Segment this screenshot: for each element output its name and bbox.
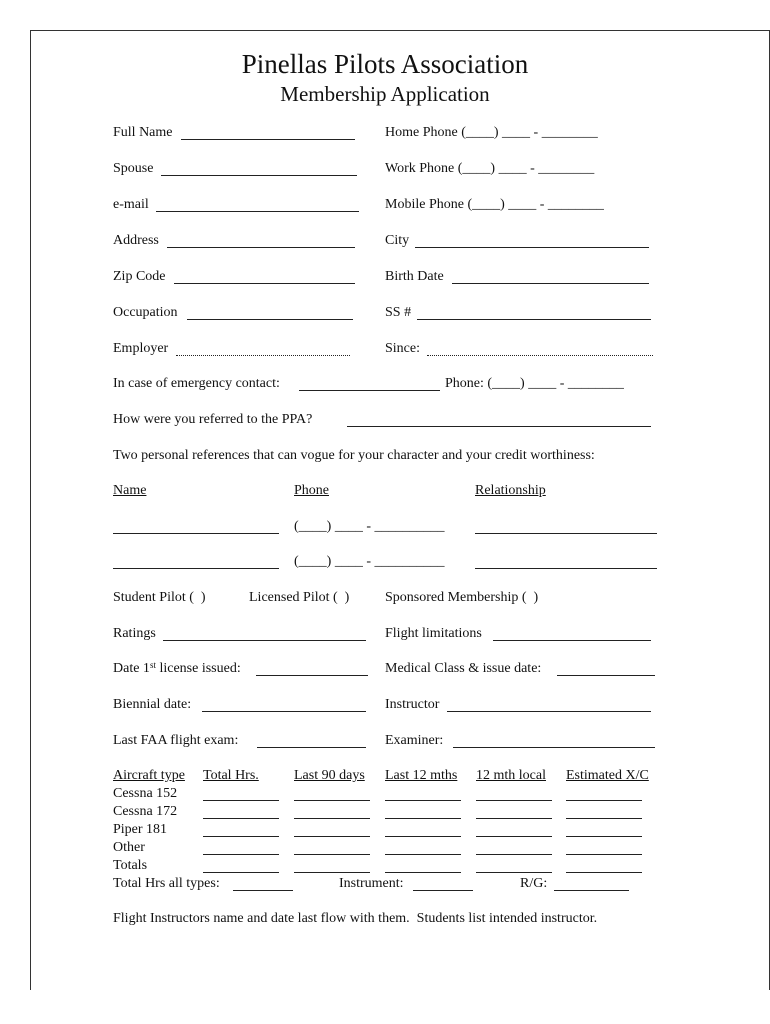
date-first-license-field[interactable] <box>256 675 368 676</box>
flight-limitations-label: Flight limitations <box>385 626 482 641</box>
emergency-phone-label: Phone: (____) ____ - ________ <box>445 376 624 391</box>
hours-row-label: Cessna 172 <box>113 804 178 819</box>
emergency-field[interactable] <box>299 390 440 391</box>
hours-row-label: Piper 181 <box>113 822 168 837</box>
hours-cell-field[interactable] <box>203 872 279 873</box>
ref2-relationship-field[interactable] <box>475 568 657 569</box>
form-title: Pinellas Pilots Association <box>241 49 529 79</box>
zip-field[interactable] <box>174 283 355 284</box>
ss-label: SS # <box>385 305 412 320</box>
total-hrs-label: Total Hrs all types: <box>113 876 220 891</box>
hours-cell-field[interactable] <box>294 872 370 873</box>
instrument-label: Instrument: <box>339 876 404 891</box>
hours-cell-field[interactable] <box>203 818 279 819</box>
biennial-field[interactable] <box>202 711 366 712</box>
address-label: Address <box>113 233 159 248</box>
hours-cell-field[interactable] <box>476 836 552 837</box>
hours-cell-field[interactable] <box>203 800 279 801</box>
hours-cell-field[interactable] <box>385 818 461 819</box>
hours-row-label: Cessna 152 <box>113 786 178 801</box>
hours-cell-field[interactable] <box>385 854 461 855</box>
referred-field[interactable] <box>347 426 651 427</box>
hours-cell-field[interactable] <box>566 854 642 855</box>
emergency-label: In case of emergency contact: <box>113 376 280 391</box>
hours-cell-field[interactable] <box>476 800 552 801</box>
hours-cell-field[interactable] <box>294 854 370 855</box>
email-label: e-mail <box>113 197 149 212</box>
since-label: Since: <box>385 341 420 356</box>
biennial-label: Biennial date: <box>113 697 192 712</box>
student-pilot-option[interactable]: Student Pilot ( ) <box>113 590 206 605</box>
ref1-phone-field[interactable]: (____) ____ - __________ <box>294 519 445 534</box>
occupation-label: Occupation <box>113 305 178 320</box>
spouse-label: Spouse <box>113 161 154 176</box>
ref1-relationship-field[interactable] <box>475 533 657 534</box>
hours-row-label: Other <box>113 840 145 855</box>
occupation-field[interactable] <box>187 319 353 320</box>
instructor-note: Flight Instructors name and date last flow with them. Students list intended instructor. <box>113 911 598 926</box>
total-hrs-field[interactable] <box>233 890 293 891</box>
hours-header-12local: 12 mth local <box>476 768 546 783</box>
rg-label: R/G: <box>520 876 548 891</box>
hours-header-xc: Estimated X/C <box>566 768 649 783</box>
hours-cell-field[interactable] <box>566 818 642 819</box>
instrument-field[interactable] <box>413 890 473 891</box>
hours-cell-field[interactable] <box>566 836 642 837</box>
medical-label: Medical Class & issue date: <box>385 661 542 676</box>
ref-col-relationship: Relationship <box>475 483 546 498</box>
hours-cell-field[interactable] <box>385 836 461 837</box>
form-subtitle: Membership Application <box>280 82 490 106</box>
city-label: City <box>385 233 410 248</box>
employer-field[interactable] <box>176 355 350 356</box>
medical-field[interactable] <box>557 675 655 676</box>
hours-cell-field[interactable] <box>566 872 642 873</box>
full-name-field[interactable] <box>181 139 355 140</box>
birth-date-field[interactable] <box>452 283 649 284</box>
instructor-field[interactable] <box>447 711 651 712</box>
instructor-label: Instructor <box>385 697 440 712</box>
zip-label: Zip Code <box>113 269 166 284</box>
hours-cell-field[interactable] <box>203 836 279 837</box>
hours-cell-field[interactable] <box>476 854 552 855</box>
hours-cell-field[interactable] <box>294 836 370 837</box>
examiner-field[interactable] <box>453 747 655 748</box>
hours-cell-field[interactable] <box>294 818 370 819</box>
hours-cell-field[interactable] <box>385 800 461 801</box>
ref2-name-field[interactable] <box>113 568 279 569</box>
date-first-license-label: Date 1st license issued: <box>113 660 241 676</box>
birth-date-label: Birth Date <box>385 269 444 284</box>
ratings-label: Ratings <box>113 626 156 641</box>
since-field[interactable] <box>427 355 653 356</box>
sponsored-membership-option[interactable]: Sponsored Membership ( ) <box>385 590 539 605</box>
ss-field[interactable] <box>417 319 651 320</box>
hours-cell-field[interactable] <box>566 800 642 801</box>
work-phone-label: Work Phone (____) ____ - ________ <box>385 161 595 176</box>
email-field[interactable] <box>156 211 359 212</box>
spouse-field[interactable] <box>161 175 357 176</box>
full-name-label: Full Name <box>113 125 173 140</box>
home-phone-label: Home Phone (____) ____ - ________ <box>385 125 598 140</box>
last-faa-field[interactable] <box>257 747 366 748</box>
hours-cell-field[interactable] <box>294 800 370 801</box>
rg-field[interactable] <box>554 890 629 891</box>
employer-label: Employer <box>113 341 169 356</box>
hours-cell-field[interactable] <box>476 872 552 873</box>
ref1-name-field[interactable] <box>113 533 279 534</box>
last-faa-label: Last FAA flight exam: <box>113 733 239 748</box>
hours-cell-field[interactable] <box>476 818 552 819</box>
ratings-field[interactable] <box>163 640 366 641</box>
address-field[interactable] <box>167 247 355 248</box>
flight-limitations-field[interactable] <box>493 640 651 641</box>
hours-cell-field[interactable] <box>203 854 279 855</box>
hours-header-90: Last 90 days <box>294 768 365 783</box>
hours-header-12mths: Last 12 mths <box>385 768 458 783</box>
ref2-phone-field[interactable]: (____) ____ - __________ <box>294 554 445 569</box>
licensed-pilot-option[interactable]: Licensed Pilot ( ) <box>249 590 350 605</box>
city-field[interactable] <box>415 247 649 248</box>
hours-header-total: Total Hrs. <box>203 768 259 783</box>
ref-col-name: Name <box>113 483 147 498</box>
references-intro: Two personal references that can vogue for your character and your credit worthiness: <box>113 448 595 463</box>
hours-row-label: Totals <box>113 858 148 873</box>
ref-col-phone: Phone <box>294 483 329 498</box>
hours-cell-field[interactable] <box>385 872 461 873</box>
referred-label: How were you referred to the PPA? <box>113 412 313 427</box>
hours-header-aircraft: Aircraft type <box>113 768 185 783</box>
examiner-label: Examiner: <box>385 733 444 748</box>
mobile-phone-label: Mobile Phone (____) ____ - ________ <box>385 197 604 212</box>
